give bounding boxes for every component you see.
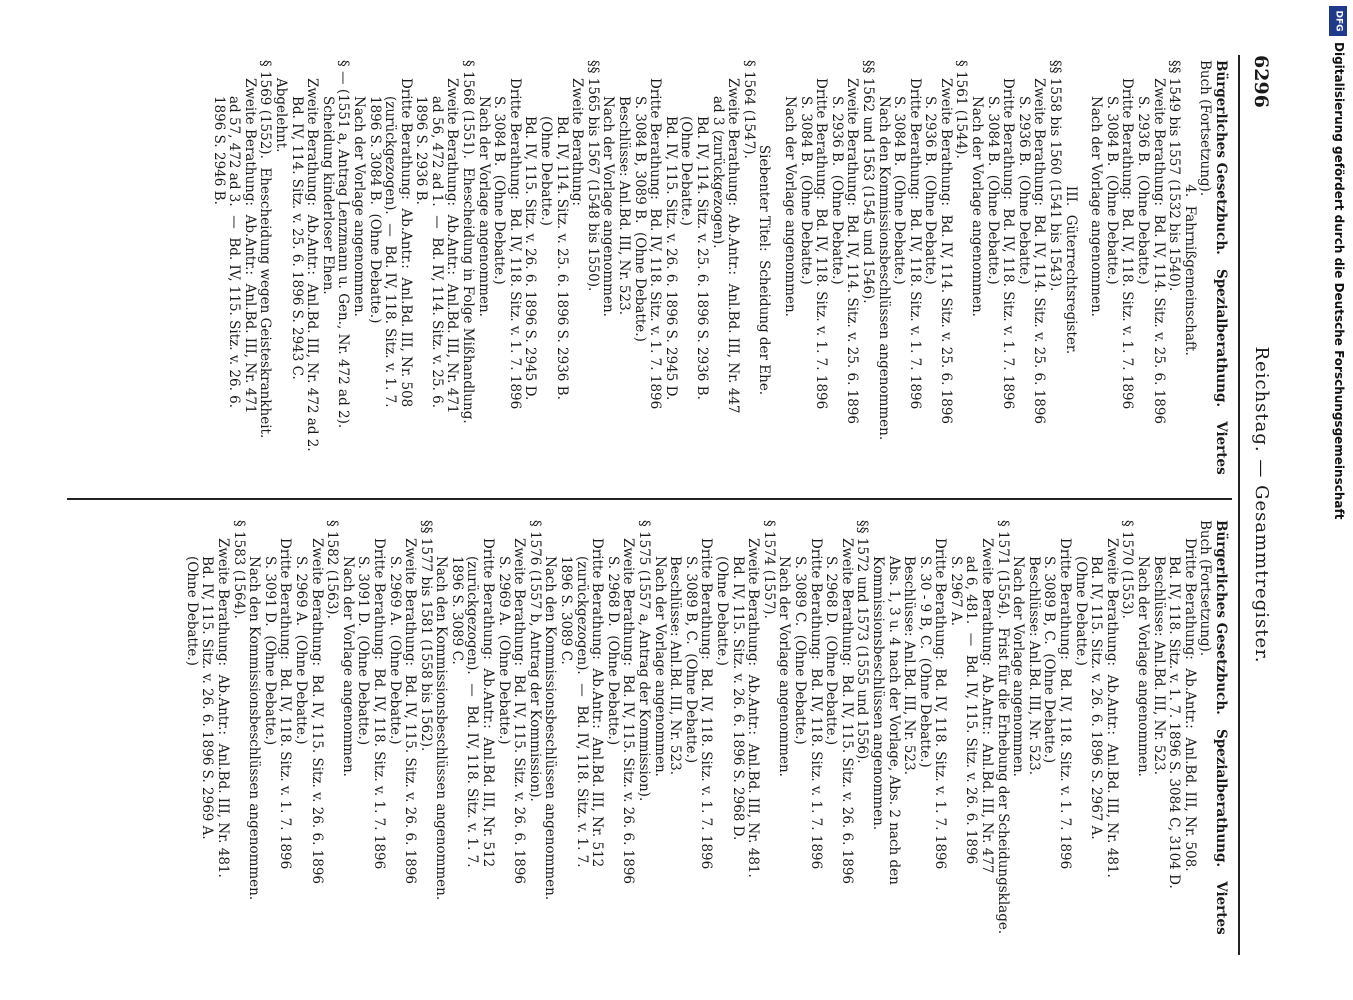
index-line: S. 2936 B. (Ohne Debatte.) (828, 96, 845, 285)
column-divider (67, 498, 1232, 500)
index-line: S. 3089 B, C. (Ohne Debatte.) (682, 556, 699, 764)
index-line: Nach der Vorlage angenommen. (600, 96, 617, 317)
index-line: S. 2936 B. (Ohne Debatte.) (1135, 96, 1152, 285)
spacer (771, 60, 781, 480)
index-line: III. Güterrechtsregister. (1062, 185, 1079, 355)
index-line: Nach der Vorlage angenommen. (781, 96, 798, 317)
index-line: 4. Fahrnißgemeinschaft. (1181, 184, 1198, 356)
index-line: S. 3091 D. (Ohne Debatte.) (261, 556, 278, 746)
index-line: Dritte Berathung: Bd. IV, 118. Sitz. v. 1. 7. 1896 (1000, 78, 1017, 410)
index-line: (Ohne Debatte.) (183, 556, 200, 666)
index-line: Buch (Fortsetzung). (1197, 520, 1214, 657)
index-line: (Ohne Debatte.) (678, 116, 695, 226)
index-line: Zweite Berathung: Bd. IV, 115. Sitz. v. 26. 6. 1896 (308, 538, 325, 885)
index-line: S. 3089 B, C. (Ohne Debatte.) (1041, 556, 1058, 764)
index-line: S. 2969 A. (Ohne Debatte.) (386, 556, 403, 745)
index-line: Dritte Berathung: Bd. IV, 118. Sitz. v. 1. 7. 1896 (506, 78, 523, 410)
index-line: S. 2967 A. (947, 556, 964, 627)
index-line: Zweite Berathung: Ab.Antr.: Anl.Bd. III, Nr. 481. (745, 538, 762, 878)
index-line: Dritte Berathung: Bd. IV, 118. Sitz. v. 1. 7. 1896 (1057, 538, 1074, 870)
index-line: (Ohne Debatte.) (714, 556, 730, 666)
index-line: S. 3084 B, 3089 B. (Ohne Debatte.) (631, 96, 648, 342)
left-column (210, 60, 1228, 480)
digitization-credit: Digitalisierung gefördert durch die Deutsche Forschungsgemeinschaft (1332, 42, 1346, 520)
index-line: Bd. IV, 114. Sitz. v. 25. 6. 1896 S. 2943 C. (288, 96, 305, 380)
index-line: Bd. IV, 115. Sitz. v. 26. 6. 1896 S. 2968 D. (729, 556, 746, 841)
index-line: § 1576 (1557 b, Antrag der Kommission). (526, 520, 543, 802)
index-line: Dritte Berathung: Ab.Antr.: Anl.Bd. III, Nr. 512 (589, 538, 606, 868)
index-line: Dritte Berathung: Bd. IV, 118. Sitz. v. 1. 7. 1896 (807, 538, 824, 870)
index-line: (Ohne Debatte.) (1072, 556, 1089, 666)
index-line: § 1564 (1547). (740, 60, 757, 159)
index-line: Nach der Vorlage angenommen. (1135, 556, 1152, 777)
index-line: Zweite Berathung: Ab.Antr.: Anl.Bd. III, Nr. 481. (215, 538, 231, 878)
index-line: Nach der Vorlage angenommen. (339, 556, 356, 777)
index-line: Abs. 1, 3 u. 4 nach der Vorlage, Abs. 2 nach den (885, 556, 902, 885)
index-line: Zweite Berathung: Ab.Antr.: Anl.Bd. III, Nr. 477 (979, 538, 996, 874)
index-line: S. 3091 D. (Ohne Debatte.) (355, 556, 372, 746)
index-line: Kommissionsbeschlüssen angenommen. (869, 556, 886, 831)
index-line: (Ohne Debatte.) (538, 116, 555, 226)
rotated-document-page (20, 0, 1290, 1000)
index-line: Bd. IV, 115. Sitz. v. 26. 6. 1896 S. 2945 D. (522, 116, 539, 401)
index-line: S. 3084 B. (Ohne Debatte.) (984, 96, 1001, 285)
index-line: Bd. IV, 115. Sitz. v. 26. 6. 1896 S. 2945 D. (662, 116, 679, 401)
index-line: ad 57, 472 ad 3. — Bd. IV, 115. Sitz. v. 26. 6. (226, 96, 243, 409)
index-line: ad 3 (zurückgezogen). (709, 96, 726, 249)
index-line: Dritte Berathung: Ab.Antr.: Anl.Bd. III, Nr. 512 (480, 538, 497, 868)
spacer (1078, 60, 1088, 480)
index-line: § — (1551 a, Antrag Lenzmann u. Gen., Nr. 472 ad 2). (335, 60, 352, 429)
index-line: Nach den Kommissionsbeschlüssen angenommen. (542, 556, 559, 901)
index-line: Bd. IV, 115. Sitz. v. 26. 6. 1896 S. 2969 A. (199, 556, 216, 840)
index-line: Dritte Berathung: Bd. IV, 118. Sitz. v. 1. 7. 1896 (813, 78, 830, 410)
index-line: Zweite Berathung: Bd. IV, 114. Sitz. v. 25. 6. 1896 (844, 78, 861, 425)
index-line: Siebenter Titel: Scheidung der Ehe. (756, 144, 773, 396)
index-line: S. 2936 B. (Ohne Debatte.) (1015, 96, 1032, 285)
index-line: §§ 1562 und 1563 (1545 und 1546). (859, 60, 876, 304)
index-line: Zweite Berathung: Ab.Antr.: Anl.Bd. III, Nr. 481. (1103, 538, 1120, 878)
index-line: Nach der Vorlage angenommen. (1010, 556, 1027, 777)
index-line: Nach der Vorlage angenommen. (475, 96, 492, 317)
index-line: Zweite Berathung: Bd. IV, 115. Sitz. v. 26. 6. 1896 (511, 538, 528, 885)
page-number: 6296 (1250, 55, 1272, 108)
index-line: (zurückgezogen). — Bd. IV, 118. Sitz. v. 1. 7. (573, 556, 590, 868)
index-line: S. 3084 B. (Ohne Debatte.) (891, 96, 908, 285)
dfg-logo: DFG (1329, 6, 1347, 36)
index-line: Bd. IV, 118. Sitz. v. 1. 7. 1896 S. 3084 C, 3104 D. (1166, 556, 1183, 889)
index-line: Nach den Kommissionsbeschlüssen angenommen. (246, 556, 263, 901)
index-line: Nach der Vorlage angenommen. (969, 96, 986, 317)
index-line: S. 30 - 9 B, C. (Ohne Debatte.) (916, 556, 933, 768)
index-line: 1896 S. 2946 B. (210, 96, 227, 205)
index-line: § 1582 (1563). (324, 520, 341, 619)
index-line: Zweite Berathung: (569, 78, 586, 207)
index-line: Abgelehnt. (272, 78, 289, 153)
index-line: S. 2969 A. (Ohne Debatte.) (292, 556, 309, 745)
index-line: § 1571 (1554). Frist für die Erhebung der Scheidungsklage. (994, 520, 1011, 935)
index-line: § 1574 (1557). (760, 520, 777, 619)
running-head: Reichstag. — Gesammtregister. (1251, 346, 1272, 664)
index-line: Dritte Berathung: Bd. IV, 118. Sitz. v. 1. 7. 1896 (698, 538, 715, 870)
index-line: Zweite Berathung: Ab.Antr.: Anl.Bd. III, Nr. 447 (725, 78, 742, 414)
index-line: Beschlüsse: Anl.Bd. III, Nr. 523. (616, 96, 633, 315)
index-line: § 1575 (1557 a, Antrag der Kommission). (636, 520, 653, 802)
index-line: § 1570 (1553). (1119, 520, 1136, 619)
index-line: (zurückgezogen). — Bd. IV, 118. Sitz. v. 1. 7. (382, 96, 399, 408)
index-line: Zweite Berathung: Bd. IV, 114. Sitz. v. 25. 6. 1896 (1150, 78, 1167, 425)
index-line: S. 2969 A. (Ohne Debatte.) (495, 556, 512, 745)
index-line: Zweite Berathung: Bd. IV, 115. Sitz. v. 26. 6. 1896 (402, 538, 419, 885)
index-line: ad 6, 481. — Bd. IV, 115. Sitz. v. 26. 6. 1896 (963, 556, 980, 865)
index-line: Dritte Berathung: Bd. IV, 118. Sitz. v. 1. 7. 1896 (277, 538, 294, 870)
index-line: Zweite Berathung: Bd. IV, 115. Sitz. v. 26. 6. 1896 (838, 538, 855, 885)
index-line: Dritte Berathung: Ab.Antr.: Anl.Bd. III, Nr. 508 (397, 78, 414, 408)
index-line: § 1583 (1564). (230, 520, 247, 619)
index-line: Beschlüsse: Anl.Bd. III, Nr. 523. (901, 556, 918, 775)
index-line: §§ 1572 und 1573 (1555 und 1556). (854, 520, 871, 764)
index-line: Zweite Berathung: Ab.Antr.: Anl.Bd. III, Nr. 472 ad 2. (304, 78, 321, 452)
index-line: Nach den Kommissionsbeschlüssen angenommen. (433, 556, 450, 901)
index-line: § 1561 (1544). (953, 60, 970, 159)
index-line: Scheidung kinderloser Ehen. (319, 96, 336, 295)
index-line: S. 3089 C. (Ohne Debatte.) (791, 556, 808, 745)
index-line: 1896 S. 3089 C. (448, 556, 465, 665)
index-line: § 1569 (1552). Ehescheidung wegen Geisteskrankheit. (257, 60, 274, 439)
index-line: Zweite Berathung: Ab.Antr.: Anl.Bd. III, Nr. 471 (444, 78, 461, 414)
index-line: Zweite Berathung: Bd. IV, 115. Sitz. v. 26. 6. 1896 (620, 538, 637, 885)
index-line: Buch (Fortsetzung). (1197, 60, 1214, 197)
index-line: S. 2968 D. (Ohne Debatte.) (823, 556, 840, 746)
index-line: S. 2968 D. (Ohne Debatte.) (604, 556, 621, 746)
index-line: Beschlüsse: Anl.Bd. III, Nr. 523. (667, 556, 684, 775)
header-rule (1238, 55, 1240, 955)
index-line: S. 3084 B. (Ohne Debatte.) (1103, 96, 1120, 285)
index-line: Zweite Berathung: Ab.Antr.: Anl.Bd. III, Nr. 471 (241, 78, 258, 414)
index-line: Nach der Vorlage angenommen. (651, 556, 668, 777)
index-line: Nach der Vorlage angenommen. (350, 96, 367, 317)
index-line: Nach der Vorlage angenommen. (1088, 96, 1105, 317)
index-line: Dritte Berathung: Ab.Antr.: Anl.Bd. III, Nr. 508. (1181, 538, 1198, 872)
index-line: Bürgerliches Gesetzbuch. Spezialberathung. Viertes (1213, 520, 1229, 935)
index-line: §§ 1577 bis 1581 (1558 bis 1562). (417, 520, 434, 752)
index-line: Dritte Berathung: Bd. IV, 118. Sitz. v. 1. 7. 1896 (647, 78, 664, 410)
index-line: Bd. IV, 115. Sitz. v. 26. 6. 1896 S. 2967 A. (1088, 556, 1105, 840)
digitization-sidebar (1325, 0, 1353, 1000)
index-line: Nach den Kommissionsbeschlüssen angenommen. (875, 96, 892, 441)
index-line: §§ 1565 bis 1567 (1548 bis 1550). (584, 60, 601, 292)
index-line: ad 56, 472 ad 1. — Bd. IV, 114. Sitz. v. 25. 6. (428, 96, 445, 409)
index-line: §§ 1558 bis 1560 (1541 bis 1543). (1047, 60, 1064, 292)
index-line: S. 3084 B. (Ohne Debatte.) (491, 96, 508, 285)
right-column (183, 520, 1228, 940)
index-line: Beschlüsse: Anl.Bd. III, Nr. 523. (1025, 556, 1042, 775)
index-line: S. 2936 B. (Ohne Debatte.) (922, 96, 939, 285)
index-line: Dritte Berathung: Bd. IV, 118. Sitz. v. 1. 7. 1896 (932, 538, 949, 870)
index-line: Zweite Berathung: Bd. IV, 114. Sitz. v. 25. 6. 1896 (1031, 78, 1048, 425)
index-line: Dritte Berathung: Bd. IV, 118. Sitz. v. 1. 7. 1896 (370, 538, 387, 870)
index-line: Bürgerliches Gesetzbuch. Spezialberathung. Viertes (1213, 60, 1229, 475)
index-line: (zurückgezogen). — Bd. IV, 118. Sitz. v. 1. 7. (464, 556, 481, 868)
index-line: S. 3084 B. (Ohne Debatte.) (797, 96, 814, 285)
page-header (1242, 55, 1282, 955)
index-line: Bd. IV, 114. Sitz. v. 25. 6. 1896 S. 2936 B. (553, 116, 570, 400)
index-line: Dritte Berathung: Bd. IV, 118. Sitz. v. 1. 7. 1896 (1119, 78, 1136, 410)
index-line: Dritte Berathung: Bd. IV, 118. Sitz. v. 1. 7. 1896 (906, 78, 923, 410)
index-line: 1896 S. 2936 B. (413, 96, 430, 205)
index-line: Bd. IV, 114. Sitz. v. 25. 6. 1896 S. 2936 B. (694, 116, 710, 400)
index-line: Beschlüsse: Anl.Bd. III, Nr. 523. (1150, 556, 1167, 775)
index-line: Zweite Berathung: Bd. IV, 114. Sitz. v. 25. 6. 1896 (937, 78, 954, 425)
index-line: Nach der Vorlage angenommen. (776, 556, 793, 777)
index-line: § 1568 (1551). Ehescheidung in Folge Mißhandlung. (460, 60, 477, 424)
index-line: §§ 1549 bis 1557 (1532 bis 1540). (1166, 60, 1183, 292)
index-line: 1896 S. 3089 C. (558, 556, 575, 665)
index-line: 1896 S. 3084 B. (Ohne Debatte.) (366, 96, 383, 324)
